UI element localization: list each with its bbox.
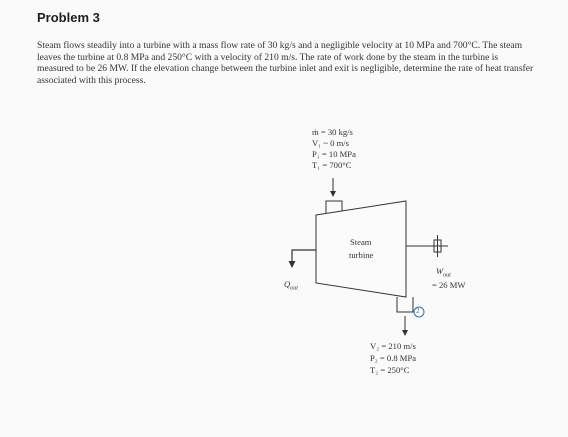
outlet-pipe	[397, 297, 413, 312]
heat-arrowhead	[289, 261, 296, 268]
problem-title: Problem 3	[37, 10, 100, 25]
inlet-arrowhead	[330, 191, 336, 197]
outlet-pressure: P₂ = 0.8 MPa	[370, 353, 417, 363]
outlet-velocity: V₂ = 210 m/s	[370, 341, 416, 351]
work-label: $W_{out}$	[436, 266, 451, 279]
work-value: = 26 MW	[432, 280, 466, 290]
turbine-label-line2: turbine	[349, 250, 374, 260]
inlet-mass-flow: ṁ = 30 kg/s	[312, 127, 353, 137]
outlet-arrowhead	[402, 330, 408, 336]
heat-label: $Q_{out}$	[284, 279, 298, 292]
outlet-temperature: T₂ = 250°C	[370, 365, 410, 375]
inlet-pressure: P₁ = 10 MPa	[312, 149, 356, 159]
heat-arrow	[292, 250, 316, 262]
turbine-body	[316, 201, 406, 297]
inlet-temperature: T₁ = 700°C	[312, 160, 352, 170]
turbine-label-line1: Steam	[350, 237, 372, 247]
problem-statement: Steam flows steadily into a turbine with a mass flow rate of 30 kg/s and a negligible velocity at 10 MPa and 700°C. The steam leaves the turbine at 0.8 MPa and 250°C with a velocity of 210 m/s. The rate of work done by the steam in the turbine is measured to be 26 MW. If the elevation change between the turbine inlet and exit is negligible, determine the rate of heat transfer associated with this process.	[37, 40, 534, 86]
inlet-velocity: V₁ ~ 0 m/s	[312, 138, 350, 148]
exit-state-number: 2	[416, 307, 420, 315]
